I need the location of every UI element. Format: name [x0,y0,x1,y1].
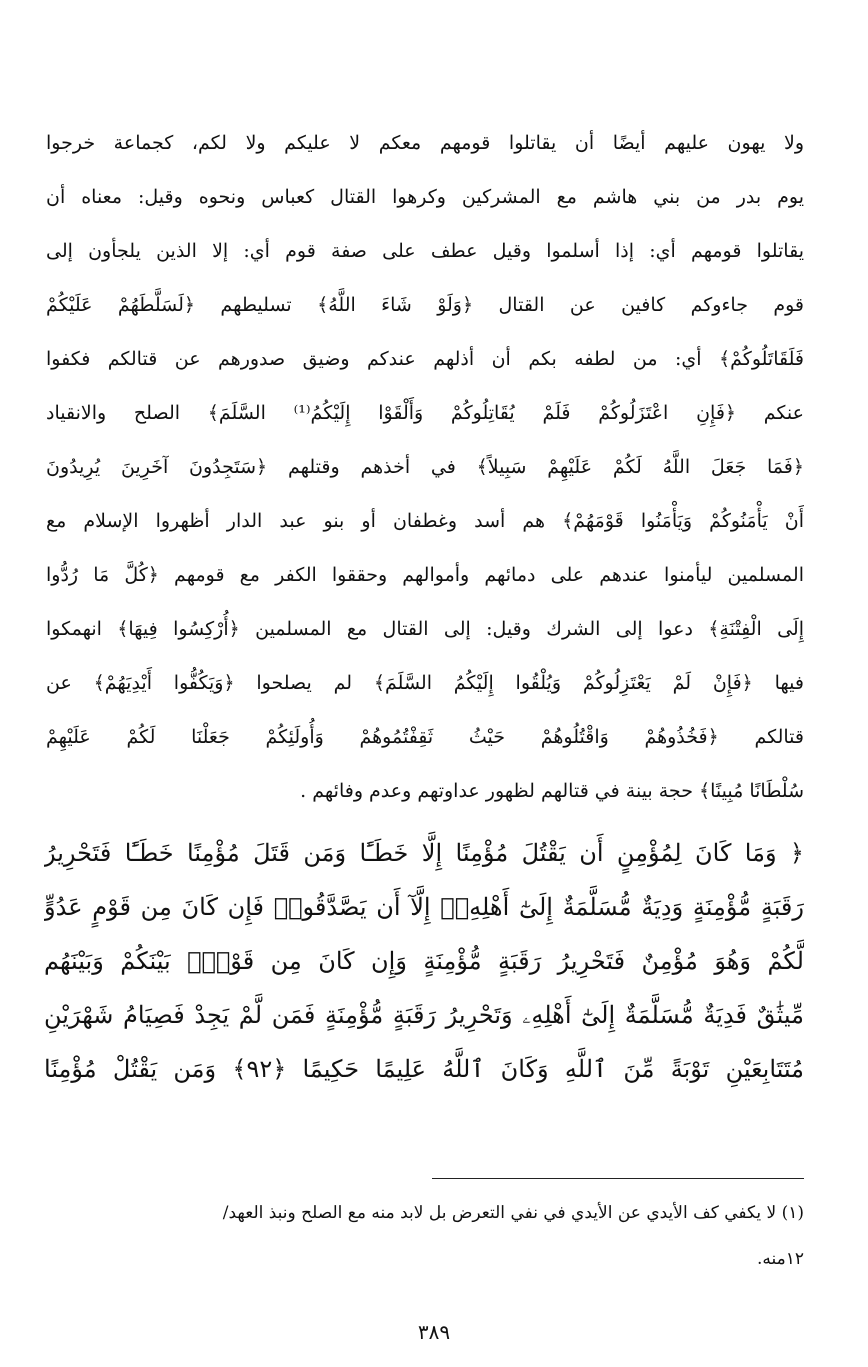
commentary-line: فيها ﴿فَإِنْ لَمْ يَعْتَزِلُوكُمْ وَيُلْقُوا إِلَيْكُمُ السَّلَمَ﴾ لم يصلحوا ﴿وَيَكُفُّوا أَيْدِيَهُمْ﴾ عن [46,672,804,694]
page-number: ٣٨٩ [417,1320,451,1344]
footnote-divider [432,1178,804,1179]
commentary-text [46,116,804,818]
commentary-line: يوم بدر من بني هاشم مع المشركين وكرهوا القتال كعباس ونحوه وقيل: معناه أن [46,186,804,208]
commentary-line: إِلَى الْفِتْنَةِ﴾ دعوا إلى الشرك وقيل: إلى القتال مع المسلمين ﴿أُرْكِسُوا فِيهَا﴾ انهمكوا [46,618,804,640]
verse-line: لَّكُمْ وَهُوَ مُؤْمِنٌ فَتَحْرِيرُ رَقَبَةٍ مُّؤْمِنَةٍ وَإِن كَانَ مِن قَوْمٍۭ بَيْنَكُمْ وَبَيْنَهُم [44,947,804,975]
commentary-line: المسلمين ليأمنوا عندهم على دمائهم وأموالهم وحققوا الكفر مع قومهم ﴿كُلَّ مَا رُدُّوا [46,564,804,586]
verse-line: رَقَبَةٍ مُّؤْمِنَةٍ وَدِيَةٌ مُّسَلَّمَةٌ إِلَىٰٓ أَهْلِهِۦٓ إِلَّآ أَن يَصَّدَّقُوا۟ فَإِن كَانَ مِن قَوْمٍ عَدُوٍّ [44,893,804,921]
verse-line: مِّيثَٰقٌ فَدِيَةٌ مُّسَلَّمَةٌ إِلَىٰٓ أَهْلِهِۦ وَتَحْرِيرُ رَقَبَةٍ مُّؤْمِنَةٍ فَمَن لَّمْ يَجِدْ فَصِيَامُ شَهْرَيْنِ [44,1001,804,1029]
verse-line: ﴿ وَمَا كَانَ لِمُؤْمِنٍ أَن يَقْتُلَ مُؤْمِنًا إِلَّا خَطَـًٔا وَمَن قَتَلَ مُؤْمِنًا خَطَـًٔا فَتَحْرِيرُ [44,839,804,867]
commentary-line: أَنْ يَأْمَنُوكُمْ وَيَأْمَنُوا قَوْمَهُمْ﴾ هم أسد وغطفان أو بنو عبد الدار أظهروا الإسلام مع [46,510,804,532]
commentary-line: ولا يهون عليهم أيضًا أن يقاتلوا قومهم معكم لا عليكم ولا لكم، كجماعة خرجوا [46,132,804,154]
footnote [44,1190,804,1282]
commentary-line: قتالكم ﴿فَخُذُوهُمْ وَاقْتُلُوهُمْ حَيْثُ ثَقِفْتُمُوهُمْ وَأُولَئِكُمْ جَعَلْنَا لَكُمْ عَلَيْهِمْ [46,726,804,748]
commentary-line: عنكم ﴿فَإِنِ اعْتَزَلُوكُمْ فَلَمْ يُقَاتِلُوكُمْ وَأَلْقَوْا إِلَيْكُمُ⁽¹⁾ السَّلَمَ﴾ الصلح والانقياد [46,402,804,424]
footnote-line: ١٢منه. [756,1249,804,1269]
quran-verse-block [44,826,804,1096]
commentary-line: يقاتلوا قومهم أي: إذا أسلموا وقيل عطف على صفة قوم أي: إلا الذين يلجأون إلى [46,240,804,262]
footnote-line: (١) لا يكفي كف الأيدي عن الأيدي في نفي التعرض بل لابد منه مع الصلح ونبذ العهد/ [222,1203,804,1223]
commentary-line: سُلْطَانًا مُبِينًا﴾ حجة بينة في قتالهم لظهور عداوتهم وعدم وفائهم . [300,780,804,802]
commentary-line: ﴿فَمَا جَعَلَ اللَّهُ لَكُمْ عَلَيْهِمْ سَبِيلاً﴾ في أخذهم وقتلهم ﴿سَتَجِدُونَ آخَرِينَ يُرِيدُونَ [46,456,804,478]
commentary-line: فَلَقَاتَلُوكُمْ﴾ أي: من لطفه بكم أن أذلهم عندكم وضيق صدورهم عن قتالكم فكفوا [46,348,804,370]
commentary-line: قوم جاءوكم كافين عن القتال ﴿وَلَوْ شَاءَ اللَّهُ﴾ تسليطهم ﴿لَسَلَّطَهُمْ عَلَيْكُمْ [46,294,804,316]
verse-line: مُتَتَابِعَيْنِ تَوْبَةً مِّنَ ٱللَّهِ وَكَانَ ٱللَّهُ عَلِيمًا حَكِيمًا ﴿٩٢﴾ وَمَن يَقْتُلْ مُؤْمِنًا [44,1055,804,1083]
